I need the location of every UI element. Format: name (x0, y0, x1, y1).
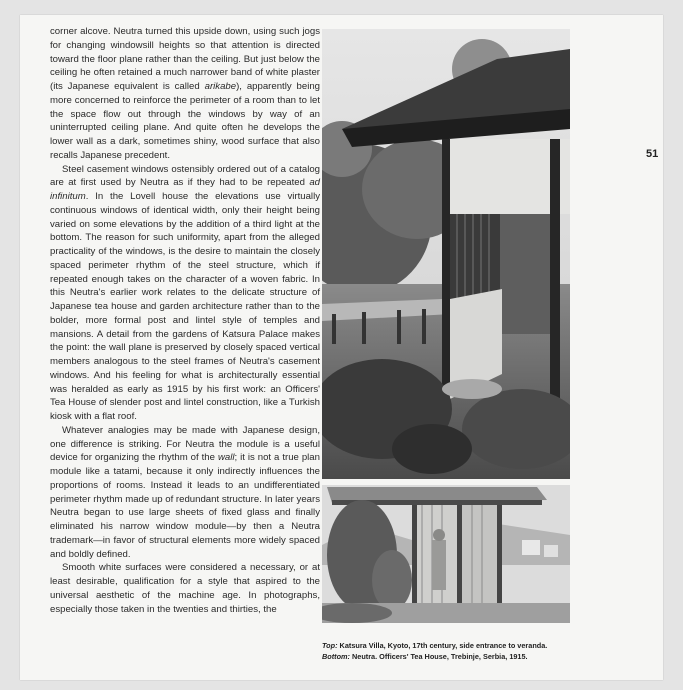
paragraph-1 (50, 25, 320, 163)
caption-bottom-text: Neutra. Officers' Tea House, Trebinje, Serbia, 1915. (349, 652, 528, 661)
paragraph-4 (50, 561, 320, 616)
caption-top-label: Top: (322, 641, 338, 650)
text-run-italic: ad infinitum (50, 177, 320, 202)
text-run: Smooth white surfaces were considered a necessary, or at least desirable, qualification for a style that aspired to the universal aesthetic of the machine age. In photographs, especially those taken in the twenties and thirties, the (50, 562, 320, 615)
text-run: ; it is not a true plan module like a tatami, because it only indirectly influences the proportions of rooms. Instead it leads to an undifferentiated perimeter rhythm made up of redundant structure. In later years Neutra began to use large sheets of fixed glass and finally eliminated his narrow window module—by then a Neutra trademark—in favor of structural elements more widely spaced and boldly defined. (50, 452, 320, 560)
text-run: ), apparently being more concerned to reinforce the perimeter of a room than to let the space flow out through the windows by way of an uninterrupted ceiling plane. And quite often he develops the lower wall as a dark, sometimes shiny, wood surface that also recalls Japanese precedent. (50, 81, 321, 161)
caption-bottom-label: Bottom: (322, 652, 350, 661)
page-number: 51 (646, 148, 659, 160)
text-run: Whatever analogies may be made with Japanese design, one difference is striking. For Neutra the module is a useful device for organizing the rhythm of the (50, 424, 320, 464)
text-run: Steel casement windows ostensibly ordered out of a catalog are at first used by Neutra as if they had to be repeated (50, 163, 320, 189)
text-run-italic: wall (217, 452, 235, 464)
text-run: . In the Lovell house the elevations use virtually continuous windows of identical width, only their height being varied on some elevations by the addition of a third light at the bottom. The reason for such uniformity, apart from the alleged practicality of the windows, is the desire to maintain the closely spaced perimeter rhythm of the steel structure, which if repeated enough takes on the character of a woven fabric. In this Neutra's earlier work relates to the delicate structure of Japanese tea house and garden architecture rather than to the bolder, more formal post and lintel style of temples and mansions. A detail from the gardens of Katsura Palace makes the point: the wall plane is preserved by closely spaced vertical members analogous to the steel frames of Neutra's casement windows. And his feeling for what is architecturally essential was heralded as early as 1915 by his first work: an Officers' Tea House of slender post and lintel construction, like a Turkish kiosk with a flat roof. (50, 191, 320, 422)
photo-caption (322, 640, 572, 662)
paragraph-2 (50, 163, 320, 424)
caption-top-text: Katsura Villa, Kyoto, 17th century, side entrance to veranda. (337, 641, 548, 650)
book-page (20, 15, 663, 680)
text-run: corner alcove. Neutra turned this upside down, using such jogs for changing windowsill heights so that attention is directed toward the floor plane rather than the ceiling. But just below the ceiling he often retained a much narrower band of white plaster (its Japanese equivalent is called (50, 26, 320, 92)
text-run-italic: arikabe (204, 81, 237, 92)
officers-tea-house-photo (322, 485, 570, 623)
katsura-villa-photo (322, 29, 570, 479)
paragraph-3 (50, 424, 320, 562)
body-text-column (50, 25, 320, 616)
